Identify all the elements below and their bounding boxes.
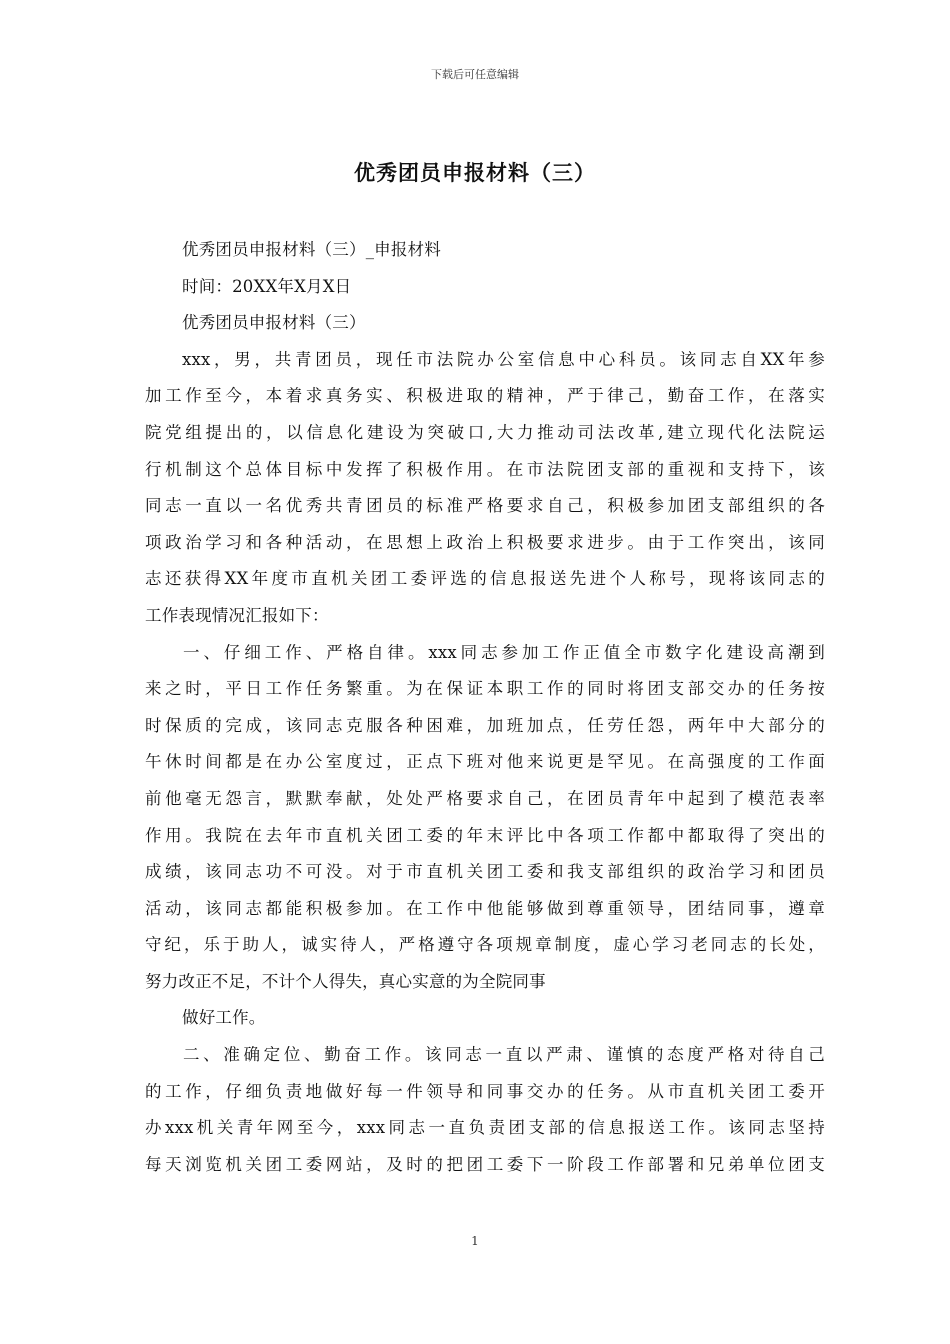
paragraph-line: 项政治学习和各种活动，在思想上政治上积极要求进步。由于工作突出，该同 — [145, 532, 825, 552]
page-number: 1 — [471, 1234, 479, 1248]
paragraph-line: 作用。我院在去年市直机关团工委的年末评比中各项工作都中都取得了突出的 — [145, 825, 825, 845]
paragraph-line: 午休时间都是在办公室度过，正点下班对他来说更是罕见。在高强度的工作面 — [145, 752, 825, 772]
paragraph-line: 成绩，该同志功不可没。对于市直机关团工委和我支部组织的政治学习和团员 — [145, 862, 825, 882]
paragraph-line: 二、准确定位、勤奋工作。该同志一直以严肃、谨慎的态度严格对待自己 — [183, 1045, 825, 1065]
paragraph-line: 的工作，仔细负责地做好每一件领导和同事交办的任务。从市直机关团工委开 — [145, 1081, 825, 1101]
paragraph-line: 行机制这个总体目标中发挥了积极作用。在市法院团支部的重视和支持下，该 — [145, 459, 825, 479]
paragraph-line: 每天浏览机关团工委网站，及时的把团工委下一阶段工作部署和兄弟单位团支 — [145, 1154, 825, 1174]
paragraph-line: 努力改正不足，不计个人得失，真心实意的为全院同事 — [145, 971, 546, 991]
paragraph-line: 做好工作。 — [182, 1008, 266, 1028]
document-title: 优秀团员申报材料（三） — [354, 161, 596, 185]
date-line: 时间：20XX年X月X日 — [182, 276, 352, 296]
paragraph-line: 活动，该同志都能积极参加。在工作中他能够做到尊重领导，团结同事，遵章 — [145, 898, 825, 918]
paragraph-line: 办xxx机关青年网至今，xxx同志一直负责团支部的信息报送工作。该同志坚持 — [145, 1118, 825, 1138]
paragraph-line: 工作表现情况汇报如下： — [145, 605, 329, 625]
paragraph-line: xxx，男，共青团员，现任市法院办公室信息中心科员。该同志自XX年参 — [182, 349, 825, 369]
subtitle-line: 优秀团员申报材料（三）_申报材料 — [182, 240, 441, 259]
paragraph-line: 一、仔细工作、严格自律。xxx同志参加工作正值全市数字化建设高潮到 — [183, 642, 825, 662]
heading-line: 优秀团员申报材料（三） — [182, 313, 366, 333]
document-body — [145, 232, 825, 1183]
page-header: 下载后可任意编辑 — [431, 68, 519, 81]
paragraph-line: 同志一直以一名优秀共青团员的标准严格要求自己，积极参加团支部组织的各 — [145, 496, 825, 516]
paragraph-line: 来之时，平日工作任务繁重。为在保证本职工作的同时将团支部交办的任务按 — [145, 679, 825, 699]
paragraph-line: 院党组提出的，以信息化建设为突破口,大力推动司法改革,建立现代化法院运 — [145, 422, 825, 442]
paragraph-line: 志还获得XX年度市直机关团工委评选的信息报送先进个人称号，现将该同志的 — [145, 569, 825, 589]
paragraph-line: 时保质的完成，该同志克服各种困难，加班加点，任劳任怨，两年中大部分的 — [145, 715, 825, 735]
paragraph-line: 前他毫无怨言，默默奉献，处处严格要求自己，在团员青年中起到了模范表率 — [145, 788, 825, 808]
paragraph-line: 加工作至今，本着求真务实、积极进取的精神，严于律己，勤奋工作，在落实 — [145, 386, 825, 406]
paragraph-line: 守纪，乐于助人，诚实待人，严格遵守各项规章制度，虚心学习老同志的长处， — [145, 935, 825, 955]
